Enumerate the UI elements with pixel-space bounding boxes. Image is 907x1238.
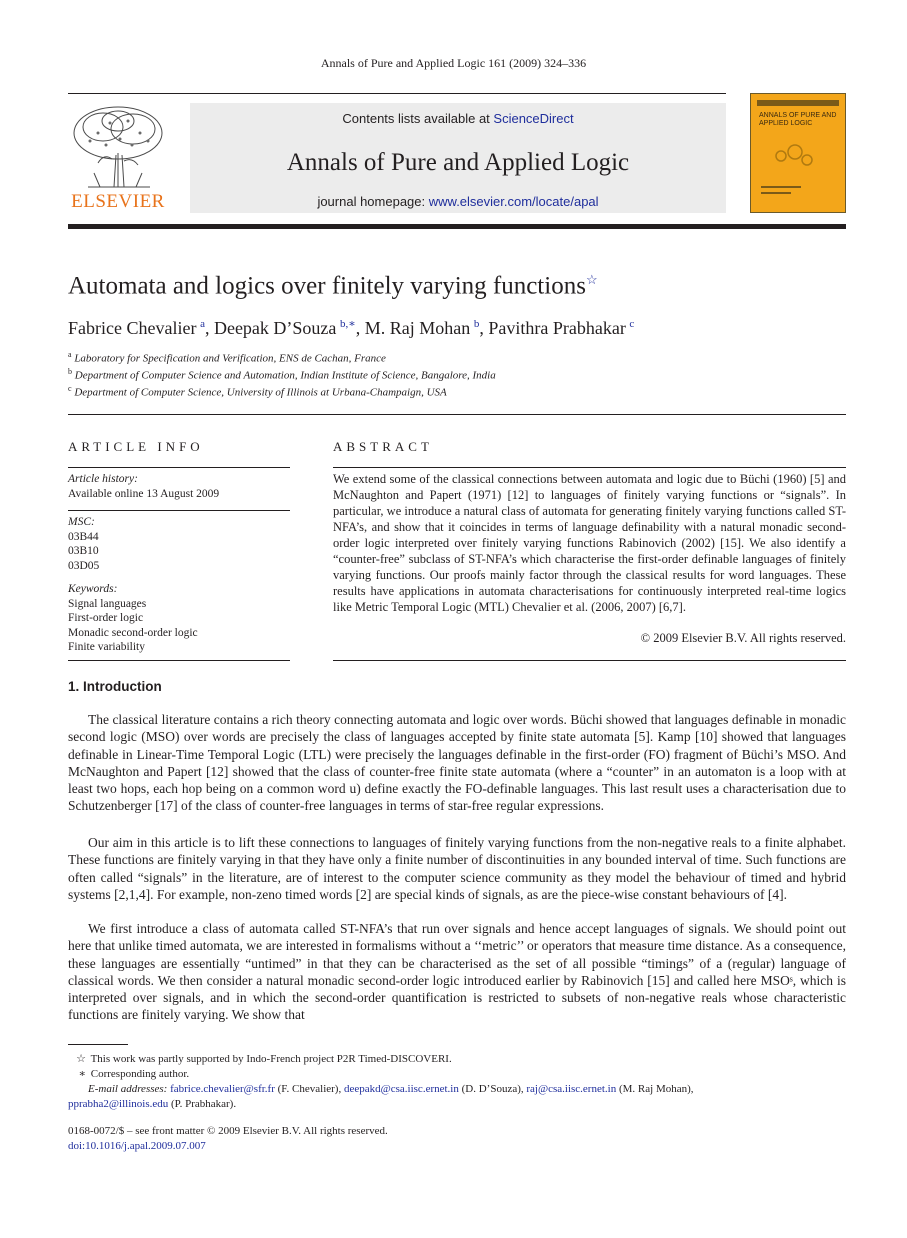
- header-top-rule: [68, 93, 726, 94]
- contents-line: [190, 111, 726, 126]
- footnote-rule: [68, 1044, 128, 1045]
- author-list: Fabrice Chevalier $^a$, Deepak D’Souza $^{b,∗}$, M. Raj Mohan $^b$, Pavithra Prabhakar $^c$: [68, 318, 635, 338]
- email-owner: (P. Prabhakar).: [168, 1098, 237, 1110]
- divider: [333, 467, 846, 468]
- email-link[interactable]: deepakd@csa.iisc.ernet.in: [343, 1083, 459, 1095]
- email-footnote: [68, 1082, 846, 1097]
- author-name: Pavithra Prabhakar: [488, 318, 626, 338]
- elsevier-logo: [68, 103, 168, 215]
- keyword: Signal languages: [68, 597, 147, 610]
- affiliation: [68, 367, 496, 382]
- affiliation: [68, 350, 386, 365]
- sciencedirect-link[interactable]: ScienceDirect: [493, 111, 574, 126]
- keyword: Monadic second-order logic: [68, 626, 198, 639]
- homepage-prefix: journal homepage:: [317, 194, 429, 209]
- footnote-text: Corresponding author.: [90, 1068, 190, 1080]
- keyword: First-order logic: [68, 612, 144, 624]
- abstract-text: We extend some of the classical connections between automata and logic due to Büchi (1960) [5] and McNaughton and Papert (1971) [12] to languages of finitely varying functions or “signals”. In particular, we introduce a natural class of automata for generating finitely varying functions called ST-NFA’s, and show that it coincides in terms of language definability with a natural monadic second-order logic interpreted over finitely varying functions Rabinovich (2002) [15]. We also identify a “counter-free” subclass of ST-NFA’s which characterise the first-order definable languages of finitely varying functions. Our proofs mainly factor through the classical results for word languages. These results have applications in automata characterisations for continuously interpreted real-time logics like Metric Temporal Logic (MTL) Chevalier et al. (2006, 2007) [6,7].: [333, 472, 846, 614]
- homepage-line: [190, 194, 726, 209]
- email-link[interactable]: raj@csa.iisc.ernet.in: [526, 1083, 617, 1095]
- author-name: Deepak D’Souza: [213, 318, 337, 338]
- journal-header: [68, 93, 846, 218]
- journal-citation: Annals of Pure and Applied Logic 161 (2009) 324–336: [320, 56, 587, 70]
- footnote-mark: ☆: [76, 1053, 86, 1065]
- journal-title: Annals of Pure and Applied Logic: [286, 149, 630, 176]
- footnote: [68, 1067, 846, 1082]
- email-footnote-continued: [68, 1097, 846, 1112]
- article-title-text: Automata and logics over finitely varying functions: [68, 272, 586, 300]
- divider: [68, 660, 290, 661]
- footnote-mark: ∗: [78, 1068, 86, 1080]
- body-paragraph: The classical literature contains a rich theory connecting automata and logic over words. Büchi showed that languages definable in monadic second logic (MSO) over words are precisely the class of languages accepted by finite state automata [5]. Kamp [10] showed that languages definable in Linear-Time Temporal Logic (LTL) were precisely the languages definable in the first-order (FO) fragment of Büchi’s MSO. And McNaughton and Papert [12] showed that the class of counter-free finite state automata (where a “counter” in an automaton is a loop with at least two hops, each hop being on a common word u) define exactly the FO-definable languages. This last result uses a characterisation due to Schutzenberger [17] of the class of counter-free languages in terms of star-free regular expressions.: [68, 712, 846, 814]
- history-label: Article history:: [68, 473, 138, 485]
- email-link[interactable]: fabrice.chevalier@sfr.fr: [170, 1083, 275, 1095]
- header-panel: [190, 103, 726, 213]
- affiliation-mark: c: [68, 384, 72, 393]
- body-paragraph: We first introduce a class of automata called ST-NFA’s that run over signals and hence accept languages of signals. We should point out here that unlike timed automata, we are interested in formalisms without a ‘‘metric’’ or operators that measure time distance. As a consequence, these languages are essentially “untimed” in that they can be characterised as the set of all possible “timings” of a (regular) language of classical words. We then consider a natural monadic second-order logic introduced earlier by Rabinovich [15] and called here MSOˢ, which is interpreted over signals, and in which the second-order quantification is restricted to subsets of non-negative reals whose characteristic functions are finitely varying. We show that: [68, 921, 846, 1023]
- divider: [68, 414, 846, 415]
- cover-title: ANNALS OF PURE AND APPLIED LOGIC: [759, 112, 837, 127]
- msc-code: 03B10: [68, 545, 99, 557]
- author-affil-mark[interactable]: a: [200, 318, 205, 330]
- keywords-block: [68, 582, 198, 655]
- msc-label: MSC:: [68, 516, 95, 528]
- affiliation: [68, 384, 447, 399]
- issn-block: [68, 1124, 388, 1154]
- journal-homepage-link[interactable]: www.elsevier.com/locate/apal: [428, 194, 599, 209]
- divider: [68, 467, 290, 468]
- email-owner: (F. Chevalier),: [274, 1083, 344, 1095]
- affiliation-mark: b: [68, 367, 72, 376]
- affiliation-mark: a: [68, 350, 72, 359]
- author-affil-mark[interactable]: b: [473, 318, 480, 330]
- author-name: Fabrice Chevalier: [68, 318, 197, 338]
- article-history: [68, 472, 219, 501]
- body-paragraph: Our aim in this article is to lift these connections to languages of finitely varying functions from the non-negative reals to a finite alphabet. These functions are finitely varying in that they have only a finite number of discontinuities in any bounded interval of time. Such functions are often called “signals” in the literature, are of interest to the computer science community as they model the behaviour of timed and hybrid systems [2,1,4]. For example, non-zeno timed words [2] are special kinds of signals, as are the piece-wise constant behaviours of [4].: [68, 835, 846, 902]
- author-name: M. Raj Mohan: [364, 318, 471, 338]
- article-info-heading: ARTICLE INFO: [68, 439, 204, 454]
- doi-link[interactable]: doi:10.1016/j.apal.2009.07.007: [68, 1140, 206, 1152]
- section-heading-introduction: 1. Introduction: [68, 679, 162, 694]
- header-bottom-rule: [68, 224, 846, 229]
- divider: [333, 660, 846, 661]
- elsevier-tree-icon: [68, 103, 168, 191]
- journal-cover-image: [750, 93, 846, 213]
- author-affil-mark[interactable]: b,∗: [340, 318, 356, 330]
- msc-code: 03D05: [68, 559, 100, 572]
- affiliation-text: Laboratory for Specification and Verification, ENS de Cachan, France: [74, 352, 386, 365]
- abstract-heading: ABSTRACT: [333, 439, 433, 454]
- affiliation-text: Department of Computer Science, University of Illinois at Urbana-Champaign, USA: [74, 386, 447, 399]
- title-footnote-mark[interactable]: ☆: [585, 272, 598, 287]
- contents-prefix: Contents lists available at: [342, 111, 494, 126]
- abstract-copyright: © 2009 Elsevier B.V. All rights reserved.: [640, 631, 846, 645]
- keywords-label: Keywords:: [68, 583, 118, 595]
- msc-code: 03B44: [68, 530, 99, 543]
- footnote-text: This work was partly supported by Indo-French project P2R Timed-DISCOVERI.: [90, 1053, 452, 1065]
- elsevier-wordmark: ELSEVIER: [71, 191, 165, 212]
- keyword: Finite variability: [68, 641, 145, 653]
- email-owner: (D. D’Souza),: [458, 1083, 527, 1095]
- article-title: [68, 272, 598, 300]
- author-affil-mark[interactable]: c: [629, 318, 635, 330]
- history-value: Available online 13 August 2009: [68, 487, 220, 500]
- email-label: E-mail addresses:: [88, 1083, 168, 1095]
- footnote: [68, 1052, 846, 1067]
- email-owner: (M. Raj Mohan),: [616, 1083, 694, 1095]
- divider: [68, 510, 290, 511]
- email-link[interactable]: pprabha2@illinois.edu: [68, 1098, 169, 1110]
- msc-block: [68, 515, 99, 573]
- affiliation-text: Department of Computer Science and Automation, Indian Institute of Science, Bangalore, India: [74, 369, 496, 382]
- issn-line: 0168-0072/$ – see front matter © 2009 Elsevier B.V. All rights reserved.: [68, 1125, 388, 1137]
